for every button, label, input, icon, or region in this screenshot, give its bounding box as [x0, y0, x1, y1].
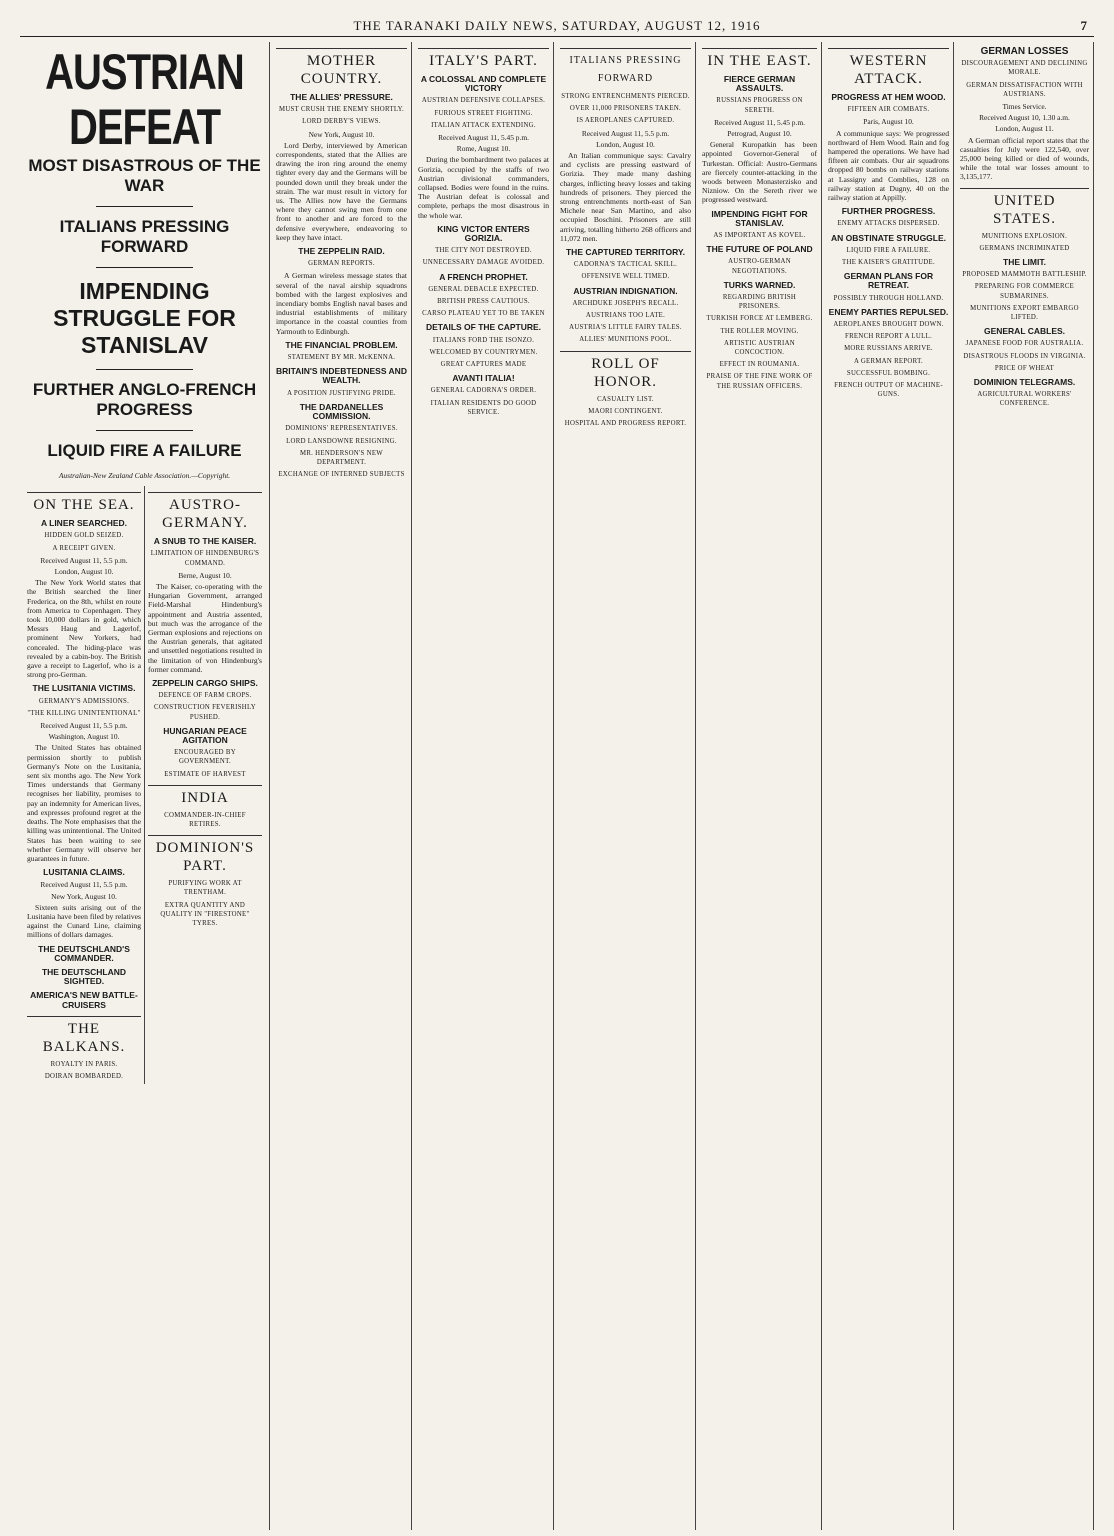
article-subheading: A POSITION JUSTIFYING PRIDE. — [287, 389, 396, 397]
article-subheading: ARTISTIC AUSTRIAN CONCOCTION. — [724, 339, 795, 357]
column-italians-pressing — [556, 42, 696, 1530]
article-heading: IMPENDING FIGHT FOR STANISLAV. — [711, 208, 808, 228]
article-subheading: REGARDING BRITISH PRISONERS. — [722, 294, 797, 311]
section-title: IN THE EAST. — [702, 48, 817, 70]
deck-2: ITALIANS PRESSING FORWARD — [59, 217, 230, 256]
dateline: New York, August 10. — [308, 129, 375, 139]
article-body: A communique says: We progressed northward of Hem Wood. Rain and fog hampered the operations. We have had fifteen air combats. Our air squadrons dropped 80 bombs on railway stations at Lassigny and Comblies, 128 on railway station at Dugny, 40 on the railway station at Appilly. — [828, 128, 949, 203]
article-subheading: ITALIAN ATTACK EXTENDING. — [431, 121, 536, 129]
article-heading: THE LUSITANIA VICTIMS. — [32, 683, 136, 694]
main-headline: AUSTRIAN DEFEAT — [45, 45, 244, 155]
article-subheading: AUSTRIANS TOO LATE. — [585, 312, 666, 320]
article-heading: A LINER SEARCHED. — [40, 518, 128, 529]
article-heading: THE DEUTSCHLAND'S COMMANDER. — [38, 943, 130, 963]
article-heading: A SNUB TO THE KAISER. — [153, 536, 257, 547]
article-heading: THE LIMIT. — [1003, 257, 1046, 268]
article-subheading: PROPOSED MAMMOTH BATTLESHIP. — [962, 271, 1087, 279]
article-heading: GERMAN LOSSES — [980, 46, 1069, 57]
article-subheading: ENCOURAGED BY GOVERNMENT. — [174, 749, 236, 766]
lead-subcolumns — [24, 486, 265, 1084]
article-body: A German official report states that the casualties for July were 122,540, over 25,000 being killed or died of wounds, while the total war losses amount to 3,135,177. — [960, 135, 1089, 182]
article-subheading: GERMANS INCRIMINATED — [979, 244, 1070, 252]
article-subheading: SUCCESSFUL BOMBING. — [846, 369, 931, 377]
section-title: DOMINION'S PART. — [148, 835, 262, 875]
article-subheading: EXTRA QUANTITY AND QUALITY IN "FIRESTONE" TYRES. — [160, 901, 250, 928]
article-subheading: THE KAISER'S GRATITUDE. — [842, 259, 935, 267]
page-number: 7 — [1080, 18, 1088, 33]
dateline: Petrograd, August 10. — [727, 129, 792, 139]
article-subheading: MUNITIONS EXPLOSION. — [981, 232, 1068, 240]
article-heading: A FRENCH PROPHET. — [439, 271, 528, 282]
article-subheading: CARSO PLATEAU YET TO BE TAKEN — [422, 310, 545, 318]
article-subheading: OFFENSIVE WELL TIMED. — [581, 273, 670, 281]
article-subheading: ALLIES' MUNITIONS POOL. — [579, 336, 672, 344]
dateline: London, August 11. — [995, 124, 1054, 134]
article-subheading: LIMITATION OF HINDENBURG'S COMMAND. — [150, 550, 260, 567]
article-subheading: ITALIANS FORD THE ISONZO. — [432, 336, 535, 344]
article-subheading: AUSTRIA'S LITTLE FAIRY TALES. — [569, 324, 682, 332]
deck-3: IMPENDING STRUGGLE FOR STANISLAV — [53, 278, 236, 358]
article-heading: THE ALLIES' PRESSURE. — [290, 92, 393, 102]
article-subheading: EFFECT IN ROUMANIA. — [719, 361, 800, 369]
article-heading: AVANTI ITALIA! — [452, 373, 515, 384]
article-subheading: IS AEROPLANES CAPTURED. — [576, 117, 675, 125]
article-subheading: BRITISH PRESS CAUTIOUS. — [437, 298, 530, 306]
article-subheading: ARCHDUKE JOSEPH'S RECALL. — [572, 299, 679, 307]
article-heading: ZEPPELIN CARGO SHIPS. — [152, 678, 258, 689]
article-subheading: CONSTRUCTION FEVERISHLY PUSHED. — [154, 704, 256, 721]
article-heading: THE CAPTURED TERRITORY. — [565, 247, 685, 258]
article-subheading: DOIRAN BOMBARDED. — [44, 1072, 124, 1080]
article-subheading: AGRICULTURAL WORKERS' CONFERENCE. — [977, 391, 1072, 408]
subcolumn-right — [145, 486, 265, 1084]
lead-column — [20, 42, 270, 1530]
article-heading: AUSTRIAN INDIGNATION. — [573, 285, 678, 296]
section-title: ITALY'S PART. — [418, 48, 549, 70]
section-title: ON THE SEA. — [27, 492, 141, 514]
article-heading: TURKS WARNED. — [723, 279, 796, 290]
article-body: The Kaiser, co-operating with the Hungarian Government, arranged Field-Marshal Hindenburg's appointment and Austria assented, but much was the arrogance of the German explosions and rejections on the Austrian generals, that agitated and unsettled negotiations resulted in the limitation of von Hindenburg's former command. — [148, 582, 262, 674]
article-subheading: GERMAN DISSATISFACTION WITH AUSTRIANS. — [966, 81, 1083, 98]
article-heading: HUNGARIAN PEACE AGITATION — [163, 725, 247, 746]
article-subheading: HIDDEN GOLD SEIZED. — [44, 532, 124, 540]
dateline: Berne, August 10. — [178, 570, 232, 580]
article-heading: GERMAN PLANS FOR RETREAT. — [843, 271, 934, 291]
article-heading: FURTHER PROGRESS. — [841, 206, 936, 217]
article-body: The United States has obtained permission shortly to publish Germany's Note on the Lusitania, sent six months ago. The New York Times understands that Germany recognises her liability, promises to pay an indemnity for American lives, and expresses profound regret at the deaths. The Note emphasises that the killing was unintentional. The United States has been waiting to see whether Germany will observe her guarantees in future. — [27, 743, 141, 863]
article-subheading: FIFTEEN AIR COMBATS. — [847, 106, 930, 114]
article-subheading: DISASTROUS FLOODS IN VIRGINIA. — [963, 352, 1086, 360]
article-subheading: DEFENCE OF FARM CROPS. — [158, 692, 252, 700]
article-subheading: AUSTRO-GERMAN NEGOTIATIONS. — [728, 258, 791, 275]
article-heading: LUSITANIA CLAIMS. — [43, 867, 125, 878]
dateline: Rome, August 10. — [456, 144, 511, 154]
article-subheading: GENERAL DEBACLE EXPECTED. — [428, 285, 539, 293]
article-heading: PROGRESS AT HEM WOOD. — [831, 92, 946, 102]
article-subheading: UNNECESSARY DAMAGE AVOIDED. — [422, 259, 545, 267]
section-title: ROLL OF HONOR. — [560, 351, 691, 391]
article-subheading: DOMINIONS' REPRESENTATIVES. — [285, 425, 398, 433]
article-heading: AMERICA'S NEW BATTLE-CRUISERS — [30, 990, 138, 1010]
section-title: THE BALKANS. — [27, 1016, 141, 1056]
article-subheading: PRAISE OF THE FINE WORK OF THE RUSSIAN OFFICERS. — [706, 373, 813, 390]
article-subheading: FRENCH REPORT A LULL. — [845, 333, 932, 341]
article-subheading: MORE RUSSIANS ARRIVE. — [844, 345, 933, 353]
article-subheading: GENERAL CADORNA'S ORDER. — [430, 387, 537, 395]
masthead-title: THE TARANAKI DAILY NEWS, SATURDAY, AUGUST 12, 1916 — [353, 18, 761, 33]
service-line: Times Service. — [1002, 102, 1047, 112]
article-heading: DETAILS OF THE CAPTURE. — [425, 322, 542, 333]
article-subheading: LIQUID FIRE A FAILURE. — [846, 246, 931, 254]
section-title: AUSTRO-GERMANY. — [148, 492, 262, 532]
article-subheading: LORD DERBY'S VIEWS. — [302, 118, 381, 126]
article-subheading: GERMAN REPORTS. — [308, 260, 375, 268]
article-subheading: LORD LANSDOWNE RESIGNING. — [286, 437, 397, 445]
received-line: Received August 11, 5.45 p.m. — [438, 133, 529, 143]
section-title: WESTERN ATTACK. — [828, 48, 949, 88]
article-subheading: FURIOUS STREET FIGHTING. — [434, 109, 533, 117]
article-subheading: A GERMAN REPORT. — [853, 357, 924, 365]
article-subheading: STATEMENT BY MR. McKENNA. — [287, 354, 396, 362]
article-subheading: FRENCH OUTPUT OF MACHINE-GUNS. — [834, 382, 943, 399]
article-subheading: COMMANDER-IN-CHIEF RETIRES. — [164, 811, 246, 829]
article-subheading: WELCOMED BY COUNTRYMEN. — [429, 348, 538, 356]
column-mother-country — [272, 42, 412, 1530]
column-western-attack — [824, 42, 954, 1530]
dateline: London, August 10. — [54, 567, 114, 577]
article-body: General Kuropatkin has been appointed Governor-General of Turkestan. Official: Austro-Germans are fiercely counter-attacking in the woods between Monasterzisko and Nizniow. On the Sereth river we progressed westward. — [702, 140, 817, 205]
article-heading: KING VICTOR ENTERS GORIZIA. — [437, 223, 530, 244]
section-title: INDIA — [148, 785, 262, 807]
received-line: Received August 11, 5.45 p.m. — [714, 117, 805, 127]
article-subheading: DISCOURAGEMENT AND DECLINING MORALE. — [961, 60, 1088, 77]
column-german-losses — [956, 42, 1094, 1530]
article-heading: FIERCE GERMAN ASSAULTS. — [723, 74, 796, 94]
deck-1: MOST DISASTROUS OF THE WAR — [28, 156, 261, 195]
dateline: New York, August 10. — [51, 891, 117, 901]
article-heading: THE FUTURE OF POLAND — [706, 244, 813, 255]
dateline: Washington, August 10. — [48, 732, 120, 742]
article-body: An Italian communique says: Cavalry and cyclists are pressing eastward of Gorizia. They made many dashing charges, inflicting heavy losses and taking hundreds of prisoners. They pierced the strong entrenchments north-east of San Michele near San Martino, and also occupied Boschini. Prisoners are still arriving, totalling hitherto 268 officers and 11,072 men. — [560, 151, 691, 243]
article-heading: THE DEUTSCHLAND SIGHTED. — [41, 966, 127, 987]
article-subheading: MAORI CONTINGENT. — [588, 407, 663, 415]
received-line: Received August 10, 1.30 a.m. — [979, 113, 1070, 123]
article-subheading: A RECEIPT GIVEN. — [52, 544, 116, 552]
article-subheading: ENEMY ATTACKS DISPERSED. — [837, 220, 940, 228]
article-body: A German wireless message states that several of the naval airship squadrons bombed with the largest explosives and incendiary bombs English naval bases and industrial establishments of military importance in the coastal counties from Yarmouth to Edinburgh. — [276, 271, 407, 336]
article-body: During the bombardment two palaces at Gorizia, occupied by the staffs of two Austrian divisional commanders, collapsed. Bodies were found in the ruins. The Austrian defeat is colossal and complete, perhaps the most disastrous in the whole war. — [418, 155, 549, 220]
article-body: The New York World states that the British searched the liner Frederica, on the 8th, whilst en route from America to Copenhagen. They took 10,000 dollars in gold, which Messrs Haug and Lagerlof, prominent New Yorkers, had concealed. The hiding-place was revealed by a cabin-boy. The British gave a receipt to Lagerlof, who is a strong pro-German. — [27, 578, 141, 680]
article-heading: GENERAL CABLES. — [983, 326, 1066, 337]
article-heading: THE ZEPPELIN RAID. — [298, 246, 385, 257]
section-title: MOTHER COUNTRY. — [276, 48, 407, 88]
article-subheading: MUNITIONS EXPORT EMBARGO LIFTED. — [970, 304, 1079, 322]
received-line: Received August 11, 5.5 p.m. — [40, 721, 128, 731]
article-subheading: ESTIMATE OF HARVEST — [164, 770, 246, 778]
column-italys-part — [414, 42, 554, 1530]
article-heading: BRITAIN'S INDEBTEDNESS AND WEALTH. — [276, 366, 407, 386]
article-subheading: TURKISH FORCE AT LEMBERG. — [706, 315, 813, 323]
article-subheading: "THE KILLING UNINTENTIONAL" — [27, 709, 141, 717]
article-subheading: OVER 11,000 PRISONERS TAKEN. — [569, 105, 682, 113]
article-heading: AN OBSTINATE STRUGGLE. — [830, 232, 947, 243]
article-subheading: PURIFYING WORK AT TRENTHAM. — [168, 880, 242, 897]
article-subheading: JAPANESE FOOD FOR AUSTRALIA. — [965, 340, 1084, 348]
deck-5: LIQUID FIRE A FAILURE — [47, 441, 242, 460]
subcolumn-left — [24, 486, 145, 1084]
received-line: Received August 11, 5.5 p.m. — [581, 128, 670, 138]
column-in-the-east — [698, 42, 822, 1530]
article-subheading: AEROPLANES BROUGHT DOWN. — [833, 321, 944, 329]
article-subheading: EXCHANGE OF INTERNED SUBJECTS — [278, 471, 405, 479]
article-subheading: PRICE OF WHEAT — [994, 364, 1055, 372]
cable-credit: Australian-New Zealand Cable Association.—Copyright. — [58, 471, 231, 480]
article-heading: THE DARDANELLES COMMISSION. — [299, 401, 384, 422]
dateline: Paris, August 10. — [863, 117, 914, 127]
article-subheading: CASUALTY LIST. — [597, 395, 654, 403]
article-subheading: ITALIAN RESIDENTS DO GOOD SERVICE. — [430, 399, 537, 416]
article-subheading: STRONG ENTRENCHMENTS PIERCED. — [561, 93, 690, 100]
article-heading: ENEMY PARTIES REPULSED. — [828, 306, 949, 317]
article-subheading: MUST CRUSH THE ENEMY SHORTLY. — [279, 106, 404, 114]
article-subheading: CADORNA'S TACTICAL SKILL. — [573, 261, 678, 269]
article-subheading: THE CITY NOT DESTROYED. — [435, 247, 532, 255]
article-subheading: THE ROLLER MOVING. — [720, 327, 799, 335]
section-title: ITALIANS PRESSING FORWARD — [560, 48, 691, 88]
article-subheading: GERMANY'S ADMISSIONS. — [38, 697, 130, 705]
article-subheading: MR. HENDERSON'S NEW DEPARTMENT. — [299, 449, 383, 466]
article-heading: DOMINION TELEGRAMS. — [973, 377, 1076, 388]
article-subheading: PREPARING FOR COMMERCE SUBMARINES. — [974, 283, 1075, 300]
article-subheading: ROYALTY IN PARIS. — [50, 1060, 118, 1068]
article-subheading: AUSTRIAN DEFENSIVE COLLAPSES. — [421, 97, 546, 105]
article-heading: A COLOSSAL AND COMPLETE VICTORY — [420, 74, 547, 94]
article-subheading: AS IMPORTANT AS KOVEL. — [713, 232, 806, 240]
dateline: London, August 10. — [596, 139, 655, 149]
received-line: Received August 11, 5.5 p.m. — [40, 880, 128, 890]
masthead — [20, 18, 1094, 37]
article-subheading: POSSIBLY THROUGH HOLLAND. — [833, 294, 944, 302]
article-body: Lord Derby, interviewed by American correspondents, stated that the Allies are drawing the iron ring around the enemy tighter every day and the Germans will be pounded down until they break under the strain. The war must result in victory for us. The Allies now have the Germans where they cannot swing men from one front to another and are forced to the defensive everywhere, endeavoring to keep they have intact. — [276, 140, 407, 242]
deck-4: FURTHER ANGLO-FRENCH PROGRESS — [32, 380, 257, 419]
article-subheading: HOSPITAL AND PROGRESS REPORT. — [564, 420, 687, 428]
article-heading: THE FINANCIAL PROBLEM. — [285, 339, 398, 350]
received-line: Received August 11, 5.5 p.m. — [40, 555, 128, 565]
article-subheading: GREAT CAPTURES MADE — [440, 361, 527, 369]
article-subheading: RUSSIANS PROGRESS ON SERETH. — [716, 97, 803, 114]
article-body: Sixteen suits arising out of the Lusitania have been filed by relatives against the Cunard Line, claiming millions of dollars damages. — [27, 902, 141, 940]
section-title: UNITED STATES. — [960, 188, 1089, 228]
